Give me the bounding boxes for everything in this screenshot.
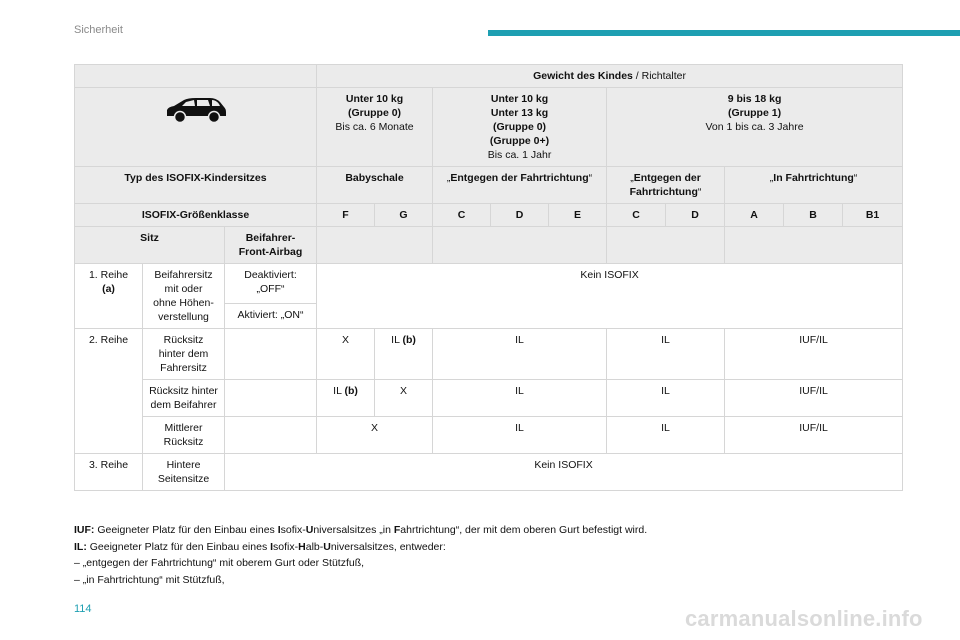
seat-behind-passenger: Rücksitz hinter dem Beifahrer (143, 380, 225, 417)
group-0: Unter 10 kg (Gruppe 0) Bis ca. 6 Monate (317, 88, 433, 167)
value-cell: IL (433, 417, 607, 454)
value-cell: IUF/IL (725, 329, 903, 380)
value-cell: IUF/IL (725, 417, 903, 454)
notes (74, 522, 914, 588)
type-forward-facing: „In Fahrtrichtung“ (725, 167, 903, 204)
note-iuf: IUF: Geeigneter Platz für den Einbau eines Isofix-Universalsitzes „in Fahrtrichtung“, der mit dem oberen Gurt befestigt wird. (74, 524, 648, 536)
value-cell: IL (607, 417, 725, 454)
car-icon-cell (75, 88, 317, 167)
type-babyschale: Babyschale (317, 167, 433, 204)
car-icon (164, 96, 228, 124)
isofix-table (74, 64, 903, 491)
group-0plus: Unter 10 kg Unter 13 kg (Gruppe 0) (Gruppe 0+) Bis ca. 1 Jahr (433, 88, 607, 167)
value-cell: IL (433, 329, 607, 380)
size-class-label: ISOFIX-Größenklasse (75, 204, 317, 227)
seat-third-row: Hintere Seitensitze (143, 454, 225, 491)
size-class: E (549, 204, 607, 227)
row-label-3: 3. Reihe (75, 454, 143, 491)
note-bullet: – „entgegen der Fahrtrichtung“ mit oberem Gurt oder Stützfuß, (74, 557, 365, 569)
seat-behind-driver: Rücksitz hinter dem Fahrersitz (143, 329, 225, 380)
value-cell: X (317, 329, 375, 380)
size-class: D (491, 204, 549, 227)
note-il: IL: Geeigneter Platz für den Einbau eines Isofix-Halb-Universalsitzes, entweder: (74, 540, 446, 553)
note-bullet: – „in Fahrtrichtung“ mit Stützfuß, (74, 573, 225, 586)
value-cell: IL (433, 380, 607, 417)
no-isofix: Kein ISOFIX (317, 264, 903, 329)
size-class: G (375, 204, 433, 227)
group-1: 9 bis 18 kg (Gruppe 1) Von 1 bis ca. 3 Jahre (607, 88, 903, 167)
type-label: Typ des ISOFIX-Kindersitzes (75, 167, 317, 204)
value-cell: IUF/IL (725, 380, 903, 417)
type-rear-facing-2: „Entgegen der Fahrtrichtung“ (607, 167, 725, 204)
value-cell: IL (b) (375, 329, 433, 380)
airbag-header: Beifahrer- Front-Airbag (225, 227, 317, 264)
value-cell: IL (607, 380, 725, 417)
header-accent-bar (488, 30, 960, 36)
value-cell: IL (b) (317, 380, 375, 417)
size-class: F (317, 204, 375, 227)
section-title: Sicherheit (74, 24, 123, 36)
seat-passenger: Beifahrersitz mit oder ohne Höhen- verstellung (143, 264, 225, 329)
size-class: A (725, 204, 784, 227)
size-class: D (666, 204, 725, 227)
airbag-activated: Aktiviert: „ON“ (225, 304, 317, 329)
value-cell: X (375, 380, 433, 417)
seat-middle: Mittlerer Rücksitz (143, 417, 225, 454)
seat-header: Sitz (75, 227, 225, 264)
airbag-deactivated: Deaktiviert: „OFF“ (225, 264, 317, 304)
no-isofix: Kein ISOFIX (225, 454, 903, 491)
page-number: 114 (74, 603, 92, 615)
row-label-1: 1. Reihe (a) (75, 264, 143, 329)
size-class: B (784, 204, 843, 227)
value-cell: IL (607, 329, 725, 380)
size-class: C (433, 204, 491, 227)
row-label-2: 2. Reihe (75, 329, 143, 454)
weight-header: Gewicht des Kindes / Richtalter (317, 65, 903, 88)
type-rear-facing: „Entgegen der Fahrtrichtung“ (433, 167, 607, 204)
size-class: C (607, 204, 666, 227)
watermark: carmanualsonline.info (685, 606, 923, 631)
value-cell: X (317, 417, 433, 454)
size-class: B1 (843, 204, 903, 227)
